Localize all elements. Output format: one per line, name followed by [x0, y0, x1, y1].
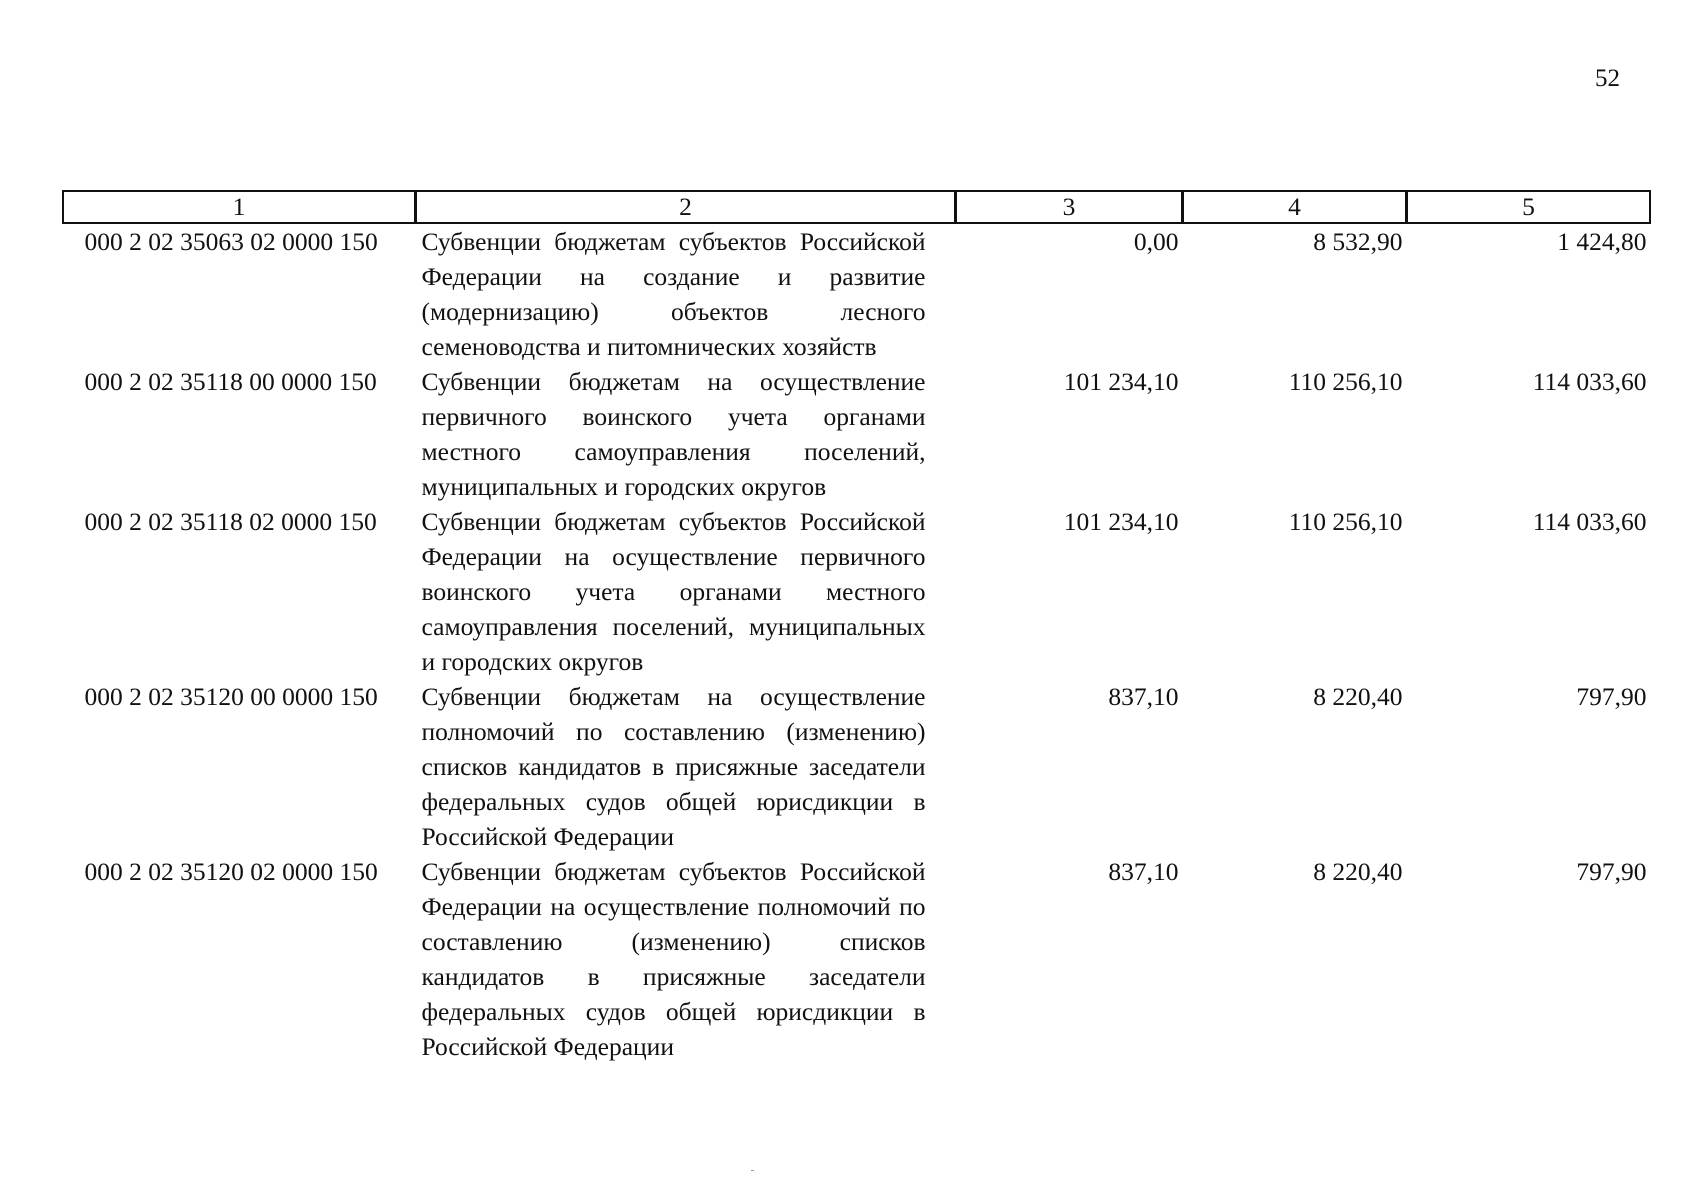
amount-col-4: 8 532,90	[1313, 227, 1403, 256]
header-col-5: 5	[1407, 191, 1651, 224]
row-description: Субвенции бюджетам на осуществление полномочий по составлению (изменению) списков кандидатов в присяжные заседатели федеральных судов общей юрисдикции в Российской Федерации	[421, 682, 926, 851]
amount-col-3: 837,10	[1108, 682, 1179, 711]
header-col-1: 1	[63, 191, 416, 224]
amount-col-3: 837,10	[1108, 857, 1179, 886]
header-row	[63, 191, 1651, 224]
table-row	[63, 854, 1651, 1064]
table-row	[63, 504, 1651, 679]
amount-col-4: 110 256,10	[1288, 367, 1403, 396]
header-col-4: 4	[1183, 191, 1407, 224]
row-description: Субвенции бюджетам на осуществление первичного воинского учета органами местного самоуправления поселений, муниципальных и городских округов	[421, 367, 926, 501]
budget-code: 000 2 02 35120 00 0000 150	[84, 682, 378, 711]
amount-col-4: 8 220,40	[1313, 682, 1403, 711]
table-row	[63, 224, 1651, 365]
table-row	[63, 679, 1651, 854]
amount-col-3: 101 234,10	[1063, 507, 1179, 536]
row-description: Субвенции бюджетам субъектов Российской Федерации на создание и развитие (модернизацию) объектов лесного семеноводства и питомнических хозяйств	[421, 227, 926, 361]
amount-col-5: 797,90	[1576, 857, 1647, 886]
budget-code: 000 2 02 35118 00 0000 150	[84, 367, 377, 396]
budget-code: 000 2 02 35120 02 0000 150	[84, 857, 378, 886]
budget-table	[62, 190, 1651, 1064]
amount-col-4: 110 256,10	[1288, 507, 1403, 536]
header-col-2: 2	[416, 191, 956, 224]
scan-artifact	[751, 1170, 754, 1171]
budget-code: 000 2 02 35063 02 0000 150	[84, 227, 378, 256]
amount-col-5: 114 033,60	[1532, 507, 1647, 536]
amount-col-5: 114 033,60	[1532, 367, 1647, 396]
amount-col-3: 101 234,10	[1063, 367, 1179, 396]
table-row	[63, 364, 1651, 504]
header-col-3: 3	[956, 191, 1183, 224]
row-description: Субвенции бюджетам субъектов Российской Федерации на осуществление первичного воинского учета органами местного самоуправления поселений, муниципальных и городских округов	[421, 507, 926, 676]
amount-col-5: 1 424,80	[1557, 227, 1647, 256]
amount-col-3: 0,00	[1133, 227, 1179, 256]
table-header	[63, 191, 1651, 224]
page-number: 52	[1595, 65, 1620, 92]
amount-col-5: 797,90	[1576, 682, 1647, 711]
row-description: Субвенции бюджетам субъектов Российской Федерации на осуществление полномочий по составлению (изменению) списков кандидатов в присяжные заседатели федеральных судов общей юрисдикции в Российской Федерации	[421, 857, 926, 1061]
table-body	[63, 224, 1651, 1065]
budget-code: 000 2 02 35118 02 0000 150	[84, 507, 377, 536]
amount-col-4: 8 220,40	[1313, 857, 1403, 886]
